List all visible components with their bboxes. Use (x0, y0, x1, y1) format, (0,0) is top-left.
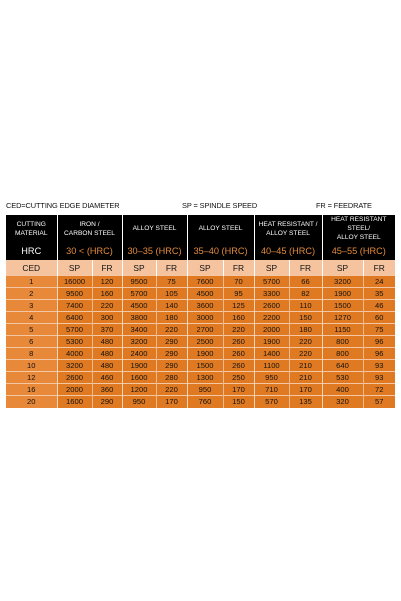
sp-cell: 4500 (187, 288, 223, 300)
sp-cell: 2700 (187, 324, 223, 336)
material-line: ALLOY STEEL (266, 229, 310, 237)
sp-cell: 1500 (322, 300, 363, 312)
table-row (6, 300, 395, 312)
fr-cell: 150 (223, 396, 254, 408)
material-line: ALLOY STEEL (132, 225, 177, 232)
fr-cell: 260 (223, 336, 254, 348)
table-row (6, 288, 395, 300)
fr-cell: 250 (223, 372, 254, 384)
table-row (6, 348, 395, 360)
fr-cell: 480 (92, 348, 122, 360)
table-row (6, 384, 395, 396)
table-row (6, 276, 395, 288)
cutting-parameters-table (6, 215, 395, 408)
fr-cell: 290 (92, 396, 122, 408)
material-line: CARBON STEEL (64, 229, 115, 237)
legend-ced: CED=CUTTING EDGE DIAMETER (6, 201, 120, 210)
sp-cell: 1100 (254, 360, 289, 372)
legend-sp: SP = SPINDLE SPEED (182, 201, 258, 210)
hrc-value: 30–35 (HRC) (122, 242, 187, 260)
sp-cell: 9500 (122, 276, 156, 288)
ced-cell: 12 (6, 372, 57, 384)
fr-cell: 160 (92, 288, 122, 300)
fr-cell: 46 (363, 300, 395, 312)
fr-cell: 370 (92, 324, 122, 336)
table-row (6, 324, 395, 336)
fr-cell: 160 (223, 312, 254, 324)
fr-cell: 70 (223, 276, 254, 288)
fr-cell: 220 (289, 348, 322, 360)
sp-cell: 16000 (57, 276, 92, 288)
data-rows (6, 276, 395, 408)
fr-cell: 360 (92, 384, 122, 396)
sp-cell: 710 (254, 384, 289, 396)
sp-cell: 3300 (254, 288, 289, 300)
sp-cell: 1500 (187, 360, 223, 372)
fr-cell: 460 (92, 372, 122, 384)
cutting-material-line-1: CUTTING (16, 220, 46, 228)
sp-header: SP (322, 260, 363, 276)
fr-cell: 75 (156, 276, 187, 288)
sp-cell: 3200 (122, 336, 156, 348)
sp-cell: 530 (322, 372, 363, 384)
fr-cell: 290 (156, 360, 187, 372)
fr-cell: 96 (363, 348, 395, 360)
sp-cell: 1600 (57, 396, 92, 408)
ced-cell: 10 (6, 360, 57, 372)
table-row (6, 372, 395, 384)
material-heat-resistant-alloy (254, 215, 322, 242)
sp-cell: 950 (254, 372, 289, 384)
legend-fr: FR = FEEDRATE (316, 201, 372, 210)
sp-cell: 2600 (57, 372, 92, 384)
sp-cell: 2200 (254, 312, 289, 324)
fr-cell: 220 (156, 384, 187, 396)
fr-cell: 170 (223, 384, 254, 396)
material-alloy-steel-2 (187, 215, 254, 242)
fr-cell: 180 (156, 312, 187, 324)
table-row (6, 312, 395, 324)
sp-cell: 570 (254, 396, 289, 408)
sp-cell: 5700 (122, 288, 156, 300)
ced-cell: 16 (6, 384, 57, 396)
sp-cell: 1900 (122, 360, 156, 372)
fr-cell: 57 (363, 396, 395, 408)
fr-cell: 260 (223, 348, 254, 360)
sp-cell: 400 (322, 384, 363, 396)
fr-cell: 135 (289, 396, 322, 408)
hrc-value: 30 < (HRC) (57, 242, 122, 260)
sp-cell: 320 (322, 396, 363, 408)
fr-cell: 180 (289, 324, 322, 336)
sp-cell: 950 (187, 384, 223, 396)
sp-header: SP (122, 260, 156, 276)
hrc-label: HRC (6, 242, 57, 260)
sp-cell: 2600 (254, 300, 289, 312)
sp-cell: 950 (122, 396, 156, 408)
fr-cell: 220 (289, 336, 322, 348)
cutting-material-line-2: MATERIAL (15, 229, 48, 237)
hrc-value: 35–40 (HRC) (187, 242, 254, 260)
fr-cell: 220 (156, 324, 187, 336)
fr-cell: 82 (289, 288, 322, 300)
fr-cell: 125 (223, 300, 254, 312)
table-row (6, 360, 395, 372)
sp-cell: 5700 (254, 276, 289, 288)
legend (6, 201, 395, 213)
fr-cell: 72 (363, 384, 395, 396)
sp-cell: 9500 (57, 288, 92, 300)
fr-cell: 66 (289, 276, 322, 288)
material-line: ALLOY STEEL (336, 234, 381, 241)
ced-cell: 1 (6, 276, 57, 288)
fr-cell: 75 (363, 324, 395, 336)
sp-cell: 1400 (254, 348, 289, 360)
sp-cell: 2000 (254, 324, 289, 336)
fr-cell: 24 (363, 276, 395, 288)
sp-cell: 1200 (122, 384, 156, 396)
ced-cell: 20 (6, 396, 57, 408)
fr-cell: 220 (92, 300, 122, 312)
hrc-row (6, 242, 395, 260)
sp-cell: 5300 (57, 336, 92, 348)
fr-cell: 60 (363, 312, 395, 324)
sp-cell: 4000 (57, 348, 92, 360)
sp-cell: 5700 (57, 324, 92, 336)
fr-cell: 120 (92, 276, 122, 288)
material-alloy-steel-1 (122, 215, 187, 242)
fr-cell: 260 (223, 360, 254, 372)
sp-cell: 1150 (322, 324, 363, 336)
sp-cell: 640 (322, 360, 363, 372)
fr-cell: 290 (156, 336, 187, 348)
fr-cell: 170 (289, 384, 322, 396)
ced-cell: 2 (6, 288, 57, 300)
sp-cell: 3800 (122, 312, 156, 324)
ced-cell: 4 (6, 312, 57, 324)
fr-cell: 480 (92, 360, 122, 372)
fr-cell: 96 (363, 336, 395, 348)
fr-cell: 105 (156, 288, 187, 300)
sp-cell: 1900 (322, 288, 363, 300)
fr-cell: 210 (289, 360, 322, 372)
table-row (6, 396, 395, 408)
sp-cell: 4500 (122, 300, 156, 312)
sp-cell: 1300 (187, 372, 223, 384)
sp-cell: 7400 (57, 300, 92, 312)
fr-cell: 140 (156, 300, 187, 312)
sp-cell: 3400 (122, 324, 156, 336)
sp-cell: 3000 (187, 312, 223, 324)
fr-cell: 290 (156, 348, 187, 360)
sp-cell: 2400 (122, 348, 156, 360)
fr-header: FR (156, 260, 187, 276)
cutting-material-header (6, 215, 57, 242)
sp-cell: 3600 (187, 300, 223, 312)
fr-cell: 170 (156, 396, 187, 408)
sp-header: SP (254, 260, 289, 276)
ced-cell: 3 (6, 300, 57, 312)
sp-header: SP (57, 260, 92, 276)
fr-cell: 210 (289, 372, 322, 384)
fr-cell: 280 (156, 372, 187, 384)
table-row (6, 336, 395, 348)
fr-cell: 35 (363, 288, 395, 300)
column-header-row (6, 260, 395, 276)
sp-cell: 7600 (187, 276, 223, 288)
fr-cell: 300 (92, 312, 122, 324)
fr-header: FR (92, 260, 122, 276)
sp-header: SP (187, 260, 223, 276)
sp-cell: 2500 (187, 336, 223, 348)
sp-cell: 3200 (57, 360, 92, 372)
fr-header: FR (223, 260, 254, 276)
fr-cell: 110 (289, 300, 322, 312)
material-line: HEAT RESISTANT / (258, 220, 318, 228)
material-line: HEAT RESISTANT STEEL/ (331, 216, 387, 232)
sp-cell: 1270 (322, 312, 363, 324)
ced-cell: 6 (6, 336, 57, 348)
ced-header: CED (6, 260, 57, 276)
ced-cell: 5 (6, 324, 57, 336)
sp-cell: 2000 (57, 384, 92, 396)
sp-cell: 1600 (122, 372, 156, 384)
hrc-value: 40–45 (HRC) (254, 242, 322, 260)
fr-cell: 220 (223, 324, 254, 336)
material-heat-resistant-steel-alloy (322, 215, 395, 242)
sp-cell: 800 (322, 348, 363, 360)
fr-cell: 480 (92, 336, 122, 348)
sp-cell: 800 (322, 336, 363, 348)
sp-cell: 1900 (254, 336, 289, 348)
fr-cell: 93 (363, 360, 395, 372)
hrc-value: 45–55 (HRC) (322, 242, 395, 260)
ced-cell: 8 (6, 348, 57, 360)
sp-cell: 6400 (57, 312, 92, 324)
material-header-row (6, 215, 395, 242)
material-line: IRON / (79, 220, 100, 228)
fr-cell: 93 (363, 372, 395, 384)
fr-header: FR (289, 260, 322, 276)
material-iron-carbon-steel (57, 215, 122, 242)
fr-cell: 150 (289, 312, 322, 324)
fr-header: FR (363, 260, 395, 276)
sp-cell: 760 (187, 396, 223, 408)
fr-cell: 95 (223, 288, 254, 300)
sp-cell: 3200 (322, 276, 363, 288)
material-line: ALLOY STEEL (198, 225, 243, 232)
sp-cell: 1900 (187, 348, 223, 360)
